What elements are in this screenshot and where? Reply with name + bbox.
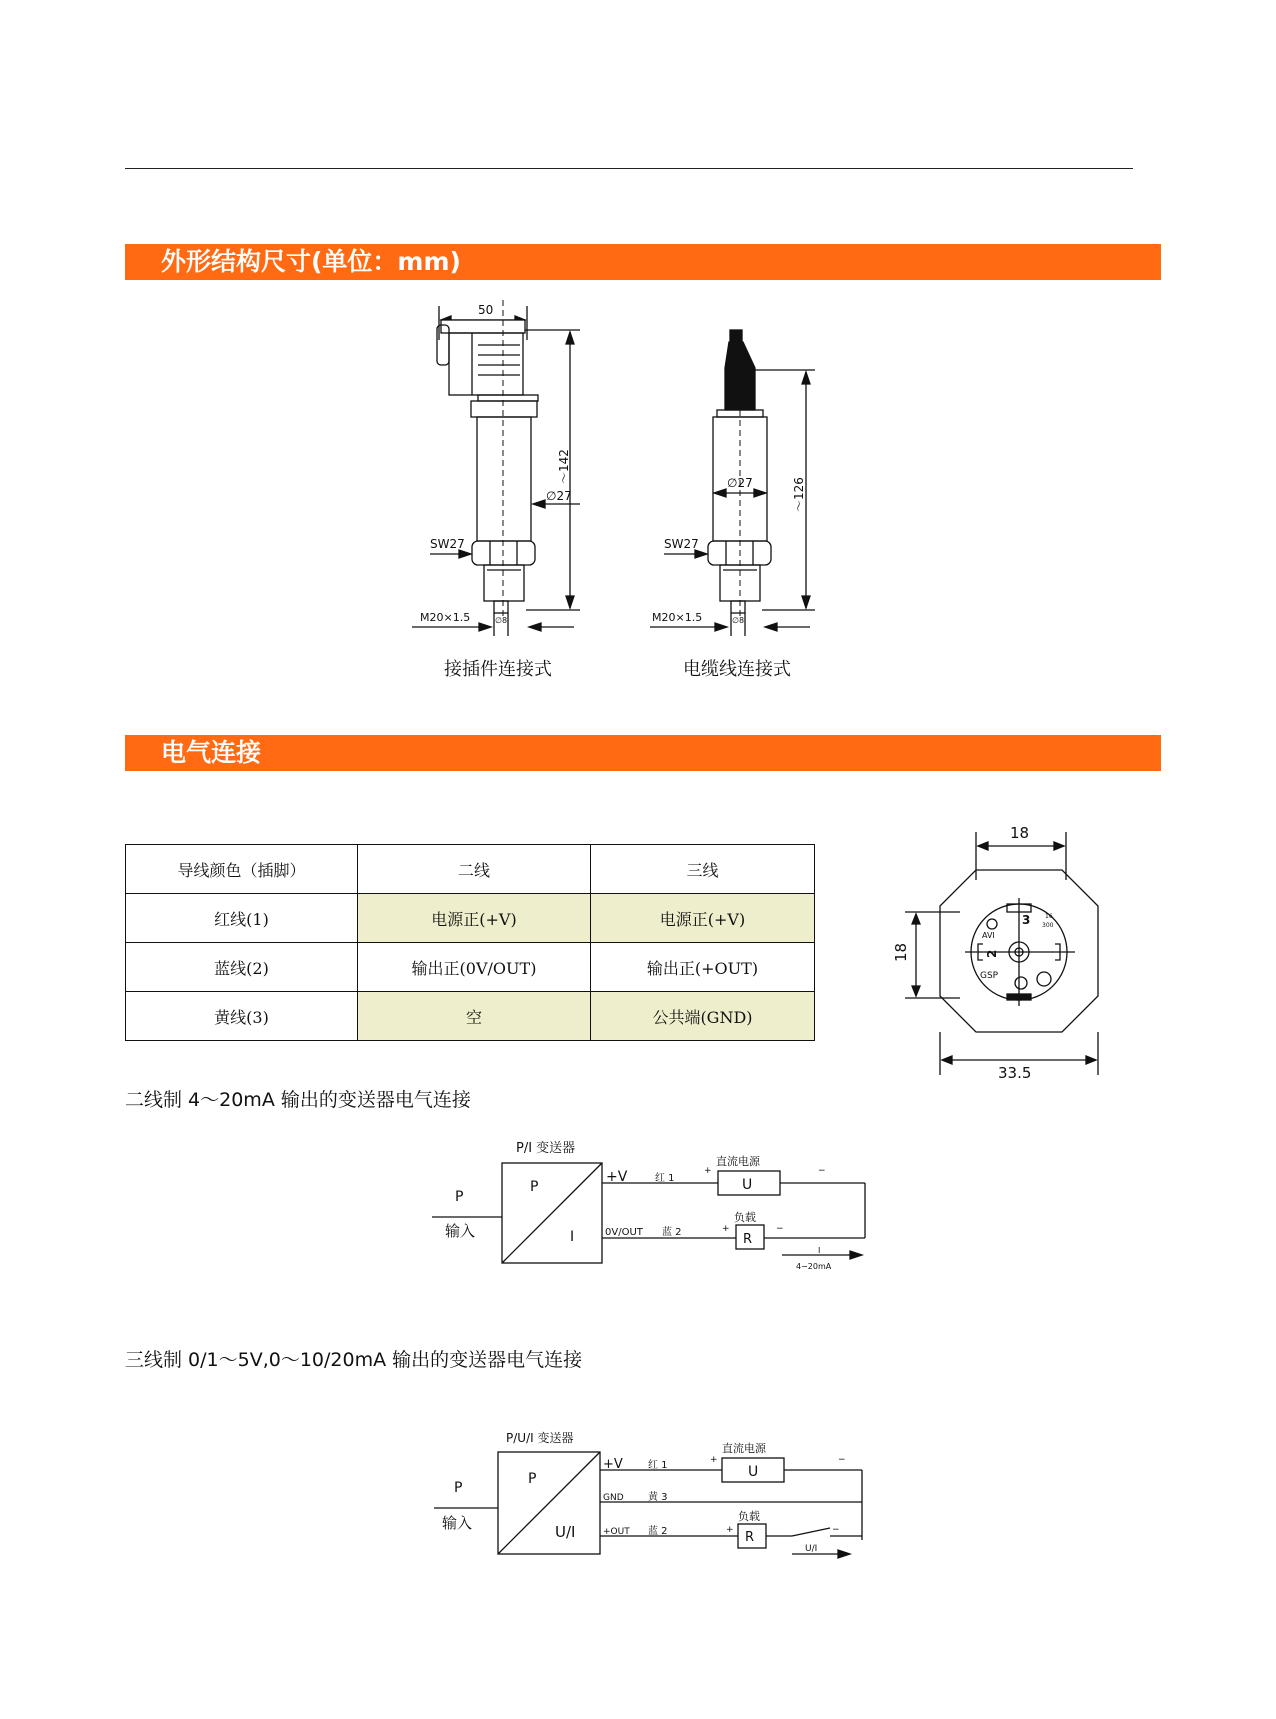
d1-title: P/I 变送器 [516,1141,576,1156]
dim-sw-label-2: SW27 [664,537,699,551]
d1-minus2: − [776,1224,784,1234]
d1-range: 4−20mA [796,1262,832,1271]
table-row [126,894,815,943]
d2-yellow: 黄 3 [648,1492,668,1503]
d2-minus2: − [832,1525,840,1535]
plug-gsp-label: GSP [980,971,999,981]
d2-gnd: GND [603,1493,624,1503]
d1-pin: P [455,1189,464,1205]
d1-out: 0V/OUT [605,1227,643,1238]
d1-plus1: + [704,1166,712,1176]
plug-dim-top: 18 [1010,824,1030,842]
d2-v: +V [603,1457,623,1472]
dim-length-label-2: ～126 [792,477,806,512]
table-cell: 电源正(+V) [591,894,815,943]
d2-pin: P [454,1480,463,1496]
d2-p: P [528,1471,537,1487]
caption-cable: 电缆线连接式 [683,659,791,680]
table-cell: 输出正(0V/OUT) [358,943,591,992]
wiring-table [125,844,815,1041]
caption-connector: 接插件连接式 [444,659,552,680]
d1-plus2: + [722,1224,730,1234]
dim-small-label-1: ∅8 [495,616,508,625]
plug-dim-side: 18 [892,942,910,962]
dimension-drawings [0,0,1276,700]
d2-load: 负载 [738,1510,760,1523]
section-title: 外形结构尺寸(单位：mm) [161,247,461,276]
table-row [126,943,815,992]
connector-sensor-drawing [412,300,580,636]
table-cell: 公共端(GND) [591,992,815,1041]
table-cell: 空 [358,992,591,1041]
plug-ratio-bottom: 300 [1042,922,1054,929]
d1-p: P [530,1179,539,1195]
two-wire-diagram [420,1135,900,1285]
plug-pin2-label: 2 [985,949,999,958]
d1-v: +V [606,1169,628,1185]
table-cell: 蓝线(2) [126,943,358,992]
dim-small-label-2: ∅8 [732,616,745,625]
d2-blue: 蓝 2 [648,1526,668,1537]
table-header: 三线 [591,845,815,894]
dim-thread-label-2: M20×1.5 [652,611,703,624]
dim-thread-label-1: M20×1.5 [420,611,471,624]
diagram2-heading: 三线制 0/1～5V,0～10/20mA 输出的变送器电气连接 [125,1349,583,1371]
table-cell: 红线(1) [126,894,358,943]
section-title: 电气连接 [161,738,262,767]
table-header: 导线颜色（插脚） [126,845,358,894]
d1-blue: 蓝 2 [662,1227,682,1238]
d1-r: R [743,1232,753,1247]
d2-input: 输入 [442,1514,473,1532]
d1-minus1: − [818,1166,826,1176]
dim-sw-label-1: SW27 [430,537,465,551]
d2-r: R [745,1530,755,1545]
d2-arrow: U/I [805,1544,818,1554]
d2-psu: 直流电源 [722,1442,766,1455]
table-cell: 黄线(3) [126,992,358,1041]
plug-ratio-top: 16 [1045,913,1053,920]
plug-dim-bottom: 33.5 [998,1064,1032,1082]
plug-face-drawing [870,810,1130,1090]
d2-plus2: + [726,1525,734,1535]
d1-input: 输入 [445,1222,476,1240]
d2-u: U [748,1464,759,1480]
d2-ui: U/I [555,1523,576,1541]
section-header-electrical [125,735,1161,771]
three-wire-diagram [420,1420,900,1570]
d1-load: 负载 [734,1211,756,1224]
d2-minus1: − [838,1455,846,1465]
table-row [126,992,815,1041]
d2-plus1: + [710,1455,718,1465]
table-cell: 输出正(+OUT) [591,943,815,992]
table-header: 二线 [358,845,591,894]
d1-u: U [742,1177,753,1193]
diagram1-heading: 二线制 4～20mA 输出的变送器电气连接 [125,1089,471,1111]
d2-out: +OUT [603,1527,630,1537]
d2-red: 红 1 [648,1460,668,1471]
dim-diameter-label-1: ∅27 [546,489,572,503]
dim-width-label: 50 [478,303,494,317]
dim-diameter-label-2: ∅27 [727,476,753,490]
d1-psu: 直流电源 [716,1155,760,1168]
table-cell: 电源正(+V) [358,894,591,943]
d1-i: I [570,1229,575,1245]
plug-avi-label: AVI [982,931,995,940]
d2-title: P/U/I 变送器 [506,1431,574,1445]
dim-length-label-1: ～142 [557,449,571,484]
d1-red: 红 1 [655,1173,675,1184]
plug-pin3-label: 3 [1022,913,1031,927]
d1-cur: I [818,1246,821,1255]
table-header-row [126,845,815,894]
